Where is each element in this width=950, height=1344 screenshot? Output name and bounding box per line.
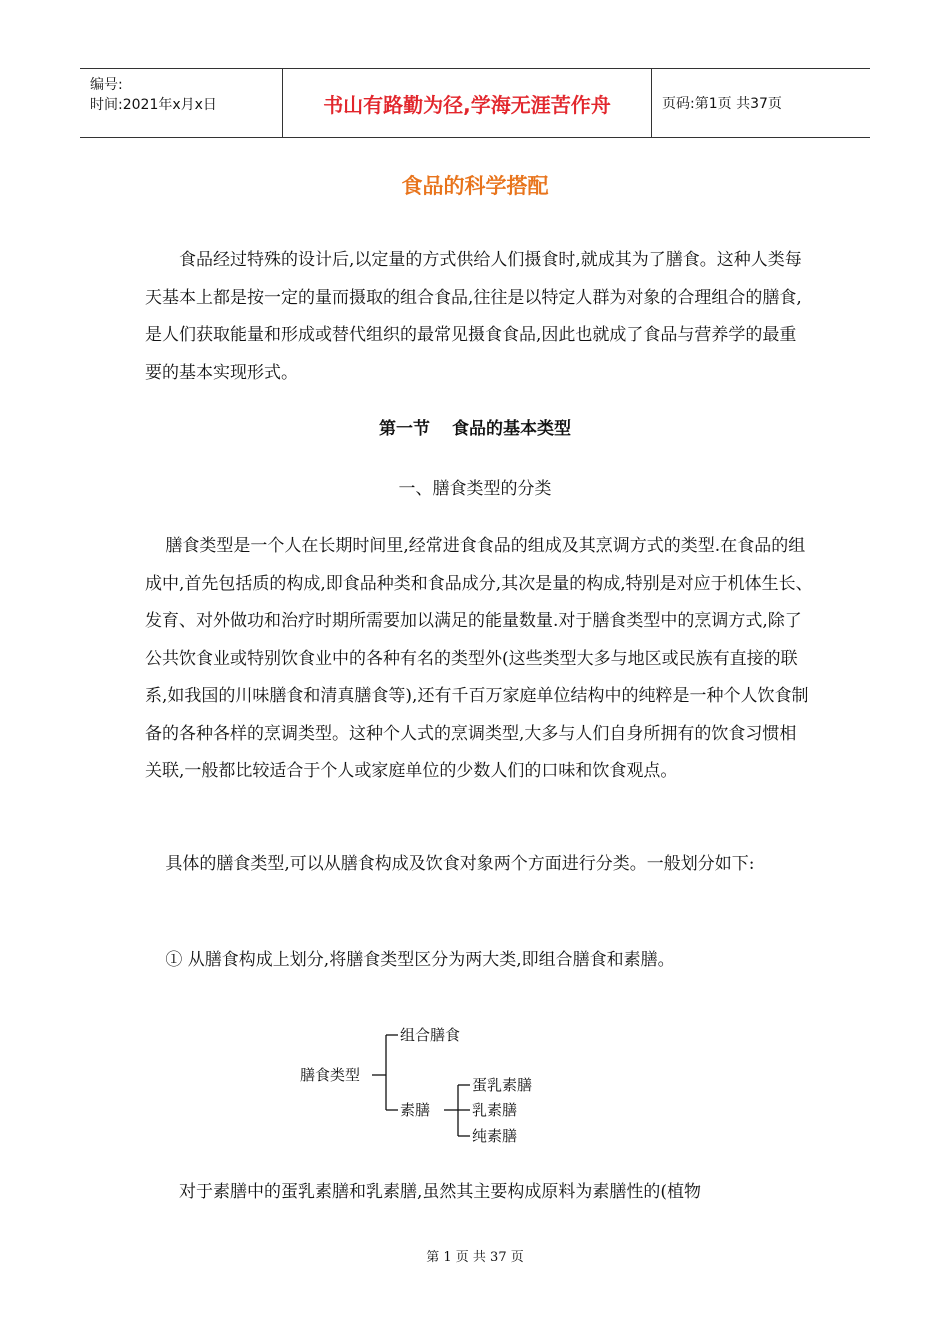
section-name: 食品的基本类型 bbox=[452, 419, 571, 439]
header-page-indicator: 页码:第1页 共37页 bbox=[662, 96, 782, 112]
header-motto: 书山有路勤为径,学海无涯苦作舟 bbox=[282, 69, 652, 137]
section-heading bbox=[0, 414, 950, 439]
tree-vegetarian-label: 素膳 bbox=[400, 1101, 431, 1119]
classification-item-1: ① 从膳食构成上划分,将膳食类型区分为两大类,即组合膳食和素膳。 bbox=[165, 950, 675, 970]
tree-v2-label: 乳素膳 bbox=[472, 1101, 518, 1119]
tree-v1-label: 蛋乳素膳 bbox=[472, 1076, 533, 1094]
document-number-label: 编号: bbox=[90, 77, 123, 93]
document-title: 食品的科学搭配 bbox=[401, 174, 549, 198]
page-footer: 第 1 页 共 37 页 bbox=[426, 1250, 524, 1265]
tree-v3-label: 纯素膳 bbox=[472, 1127, 518, 1145]
classification-paragraph: 具体的膳食类型,可以从膳食构成及饮食对象两个方面进行分类。一般划分如下: bbox=[165, 854, 755, 874]
document-date-label: 时间:2021年x月x日 bbox=[90, 97, 217, 113]
section-number: 第一节 bbox=[379, 419, 430, 439]
header-meta bbox=[80, 69, 282, 137]
intro-paragraph: 食品经过特殊的设计后,以定量的方式供给人们摄食时,就成其为了膳食。这种人类每天基本上都是按一定的量而摄取的组合食品,往往是以特定人群为对象的合理组合的膳食,是人们获取能量和形成或替代组织的最常见摄食食品,因此也就成了食品与营养学的最重要的基本实现形式。 bbox=[145, 250, 802, 383]
vegetarian-paragraph: 对于素膳中的蛋乳素膳和乳素膳,虽然其主要构成原料为素膳性的(植物 bbox=[179, 1182, 702, 1202]
tree-root-label: 膳食类型 bbox=[300, 1066, 361, 1084]
tree-combined-label: 组合膳食 bbox=[400, 1026, 461, 1044]
page-header bbox=[80, 68, 870, 138]
subsection-heading: 一、膳食类型的分类 bbox=[398, 479, 552, 499]
diet-type-paragraph: 膳食类型是一个人在长期时间里,经常进食食品的组成及其烹调方式的类型.在食品的组成中,首先包括质的构成,即食品种类和食品成分,其次是量的构成,特别是对应于机体生长、发育、对外做功和治疗时期所需要加以满足的能量数量.对于膳食类型中的烹调方式,除了公共饮食业或特别饮食业中的各种有名的类型外(这些类型大多与地区或民族有直接的联系,如我国的川味膳食和清真膳食等),还有千百万家庭单位结构中的纯粹是一种个人饮食制备的各种各样的烹调类型。这种个人式的烹调类型,大多与人们自身所拥有的饮食习惯相关联,一般都比较适合于个人或家庭单位的少数人们的口味和饮食观点。 bbox=[145, 536, 813, 781]
